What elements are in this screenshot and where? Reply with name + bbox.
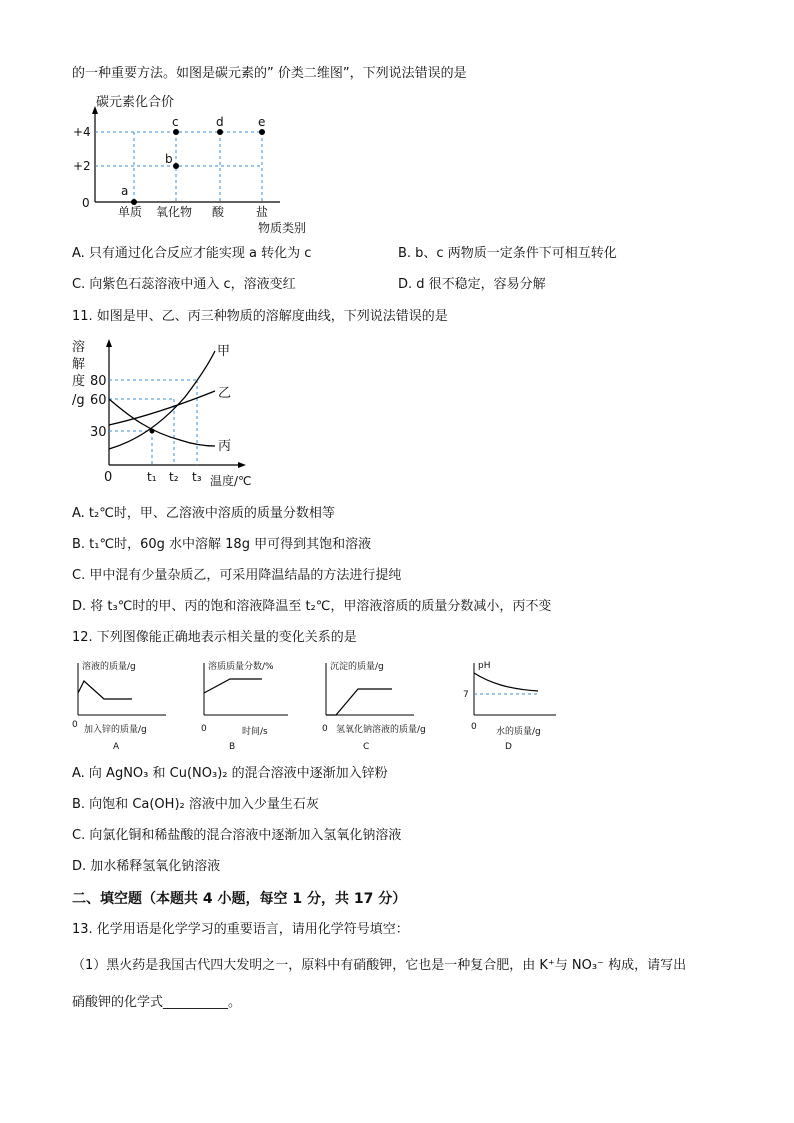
graph-a bbox=[70, 657, 180, 752]
graph-d-curve bbox=[474, 673, 538, 691]
chart-ylabel: 碳元素化合价 bbox=[96, 95, 175, 110]
ylabel-char-2: 解 bbox=[72, 357, 86, 372]
label-yi: 乙 bbox=[218, 386, 232, 401]
chart-xlabel: 物质类别 bbox=[258, 221, 307, 235]
point-c bbox=[173, 129, 179, 135]
q12-option-b: B. 向饱和 Ca(OH)₂ 溶液中加入少量生石灰 bbox=[72, 797, 319, 812]
ylabel-char-3: 度 bbox=[72, 374, 86, 389]
ylabel-char-4: /g bbox=[72, 393, 85, 408]
q12-option-d: D. 加水稀释氢氧化钠溶液 bbox=[72, 859, 221, 874]
y-axis-arrow bbox=[106, 339, 112, 347]
point-e bbox=[259, 129, 265, 135]
x-axis-arrow bbox=[238, 462, 246, 468]
graph-c-curve bbox=[326, 689, 392, 715]
q10-intro: 的一种重要方法。如图是碳元素的” 价类二维图”，下列说法错误的是 bbox=[72, 66, 467, 81]
graph-d-xlabel: 水的质量/g bbox=[496, 727, 541, 737]
graph-a-letter: A bbox=[113, 742, 120, 752]
graph-a-ylabel: 溶液的质量/g bbox=[82, 662, 136, 672]
label-d: d bbox=[216, 115, 224, 129]
label-a: a bbox=[121, 184, 129, 198]
q11-option-b: B. t₁℃时，60g 水中溶解 18g 甲可得到其饱和溶液 bbox=[72, 537, 372, 552]
q10-option-c: C. 向紫色石蕊溶液中通入 c，溶液变红 bbox=[72, 277, 296, 292]
q12-stem: 12. 下列图像能正确地表示相关量的变化关系的是 bbox=[72, 630, 357, 645]
point-d bbox=[217, 129, 223, 135]
graph-d bbox=[460, 657, 570, 752]
tick-t1: t₁ bbox=[147, 470, 157, 484]
q13-stem: 13. 化学用语是化学学习的重要语言，请用化学符号填空： bbox=[72, 922, 409, 937]
graph-b-ylabel: 溶质质量分数/% bbox=[208, 662, 274, 672]
section-heading: 二、填空题（本题共 4 小题，每空 1 分，共 17 分） bbox=[72, 891, 407, 907]
graph-b-curve bbox=[204, 679, 262, 693]
tick-60: 60 bbox=[90, 393, 107, 408]
intersection-point bbox=[150, 429, 155, 434]
q12-option-c: C. 向氯化铜和稀盐酸的混合溶液中逐渐加入氢氧化钠溶液 bbox=[72, 828, 402, 843]
q13-part1-line1: （1）黑火药是我国古代四大发明之一，原料中有硝酸钾，它也是一种复合肥，由 K⁺与 NO₃⁻ 构成，请写出 bbox=[72, 958, 687, 973]
graph-c-letter: C bbox=[363, 742, 370, 752]
chart-xlabel: 温度/℃ bbox=[210, 474, 252, 488]
ylabel-char-1: 溶 bbox=[72, 340, 86, 355]
q12-option-a: A. 向 AgNO₃ 和 Cu(NO₃)₂ 的混合溶液中逐渐加入锌粉 bbox=[72, 766, 388, 781]
label-c: c bbox=[172, 115, 179, 129]
label-jia: 甲 bbox=[217, 344, 231, 359]
cat-elemental: 单质 bbox=[118, 205, 143, 219]
label-e: e bbox=[258, 115, 266, 129]
point-b bbox=[173, 163, 179, 169]
cat-oxide: 氧化物 bbox=[156, 205, 193, 219]
q11-stem: 11. 如图是甲、乙、丙三种物质的溶解度曲线，下列说法错误的是 bbox=[72, 309, 448, 324]
graph-d-tick-7: 7 bbox=[463, 690, 469, 700]
graph-d-ylabel: pH bbox=[478, 661, 491, 671]
graph-b-letter: B bbox=[229, 742, 236, 752]
tick-plus4: +4 bbox=[73, 125, 91, 139]
graph-a-origin: 0 bbox=[72, 720, 78, 730]
graph-c-xlabel: 氢氧化钠溶液的质量/g bbox=[336, 725, 426, 735]
tick-plus2: +2 bbox=[73, 159, 91, 173]
label-bing: 丙 bbox=[218, 439, 232, 454]
graph-a-xlabel: 加入锌的质量/g bbox=[84, 725, 147, 735]
tick-t2: t₂ bbox=[169, 470, 179, 484]
q10-option-d: D. d 很不稳定，容易分解 bbox=[398, 277, 546, 292]
q11-option-c: C. 甲中混有少量杂质乙，可采用降温结晶的方法进行提纯 bbox=[72, 568, 402, 583]
graph-d-letter: D bbox=[505, 742, 512, 752]
tick-t3: t₃ bbox=[192, 470, 202, 484]
q10-option-b: B. b、c 两物质一定条件下可相互转化 bbox=[398, 246, 617, 261]
graph-c-ylabel: 沉淀的质量/g bbox=[330, 662, 384, 672]
tick-80: 80 bbox=[90, 374, 107, 389]
graph-c bbox=[318, 657, 458, 752]
graph-c-origin: 0 bbox=[322, 724, 328, 734]
solubility-chart bbox=[70, 335, 270, 495]
cat-acid: 酸 bbox=[212, 205, 225, 219]
curve-bing bbox=[109, 399, 215, 446]
graph-b-origin: 0 bbox=[201, 724, 207, 734]
graph-b bbox=[198, 657, 308, 752]
q10-option-a: A. 只有通过化合反应才能实现 a 转化为 c bbox=[72, 246, 312, 261]
carbon-valence-chart bbox=[70, 92, 390, 242]
graph-d-origin: 0 bbox=[471, 722, 477, 732]
cat-salt: 盐 bbox=[256, 205, 269, 219]
q13-part1-line2: 硝酸钾的化学式__________。 bbox=[72, 995, 242, 1010]
q11-option-a: A. t₂℃时，甲、乙溶液中溶质的质量分数相等 bbox=[72, 506, 335, 521]
graph-b-xlabel: 时间/s bbox=[242, 727, 268, 737]
label-b: b bbox=[165, 152, 173, 166]
graph-a-curve bbox=[78, 681, 132, 699]
tick-zero: 0 bbox=[82, 196, 90, 210]
q11-option-d: D. 将 t₃℃时的甲、丙的饱和溶液降温至 t₂℃，甲溶液溶质的质量分数减小，丙不变 bbox=[72, 599, 552, 614]
origin: 0 bbox=[104, 470, 113, 485]
tick-30: 30 bbox=[90, 425, 107, 440]
